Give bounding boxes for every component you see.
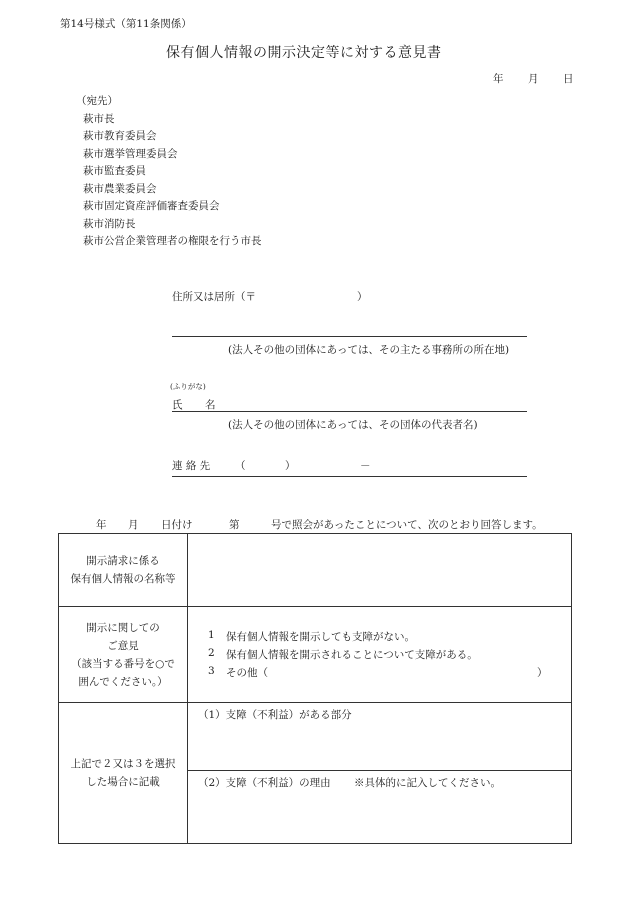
info-name-field[interactable] [188,534,572,607]
row3-label-line: 上記で２又は３を選択 [70,758,176,770]
row2-label-line: 開示に関しての [86,621,160,634]
contact-close: ） [285,460,296,472]
name-label-1: 氏 [172,399,183,411]
row2-label-line: ご意見 [107,639,139,652]
option-3-close: ） [537,667,548,679]
addressee-item: 萩市消防長 [83,218,136,230]
address-line[interactable] [172,336,527,337]
date-year: 年 [493,73,504,85]
addressee-item: 萩市固定資産評価審査委員会 [83,200,220,212]
sub1-label: （1）支障（不利益）がある部分 [198,709,352,721]
row2-label-line: （該当する番号を○で [71,657,175,670]
row3-label-line: した場合に記載 [86,776,160,788]
furigana-label: (ふりがな) [170,382,206,391]
option-3-number[interactable]: 3 [208,665,215,677]
opinion-options-cell [188,607,572,703]
ref-text: 号で照会があったことについて、次のとおり回答します。 [271,519,543,531]
addressee-item: 萩市農業委員会 [83,183,157,195]
contact-open: （ [235,460,246,472]
addressee-item: 萩市長 [83,113,115,125]
addressee-item: 萩市教育委員会 [83,130,157,142]
date-month: 月 [528,73,539,85]
address-label: 住所又は居所（〒 [172,291,256,303]
row1-label-line: 保有個人情報の名称等 [70,573,176,585]
row1-label [59,534,188,607]
row1-label-line: 開示請求に係る [86,555,160,567]
contact-line[interactable] [172,476,527,477]
ref-year: 年 [96,519,107,531]
option-3-text: その他（ [226,667,268,679]
address-note: (法人その他の団体にあっては、その主たる事務所の所在地) [228,344,510,356]
sub2-label: （2）支障（不利益）の理由 [198,777,331,789]
address-close: ） [357,291,368,303]
row3-label [59,703,188,844]
form-number: 第14号様式（第11条関係） [60,18,192,30]
name-line[interactable] [172,411,527,412]
contact-label: 連 絡 先 [172,460,211,472]
addressee-heading: （宛先） [76,95,118,107]
opinion-table [58,533,572,844]
option-2-number[interactable]: 2 [208,647,215,659]
reason-cell [188,703,572,844]
row2-label [59,607,188,703]
sub2-note: ※具体的に記入してください。 [354,777,501,789]
option-2-text: 保有個人情報を開示されることについて支障がある。 [226,649,478,661]
date-day: 日 [563,73,574,85]
addressee-item: 萩市公営企業管理者の権限を行う市長 [83,235,262,247]
ref-month: 月 [128,519,139,531]
addressee-item: 萩市監査委員 [83,165,146,177]
reason-divider [188,770,571,771]
option-1-text: 保有個人情報を開示しても支障がない。 [226,631,415,643]
row2-label-line: 囲んでください。） [78,675,168,688]
page-title: 保有個人情報の開示決定等に対する意見書 [166,45,442,61]
contact-dash: － [360,460,371,472]
addressee-item: 萩市選挙管理委員会 [83,148,178,160]
name-label-2: 名 [205,399,216,411]
ref-no-label: 第 [229,519,240,531]
option-1-number[interactable]: 1 [208,629,215,641]
ref-date-label: 日付け [161,519,193,531]
name-note: (法人その他の団体にあっては、その団体の代表者名) [228,419,478,431]
